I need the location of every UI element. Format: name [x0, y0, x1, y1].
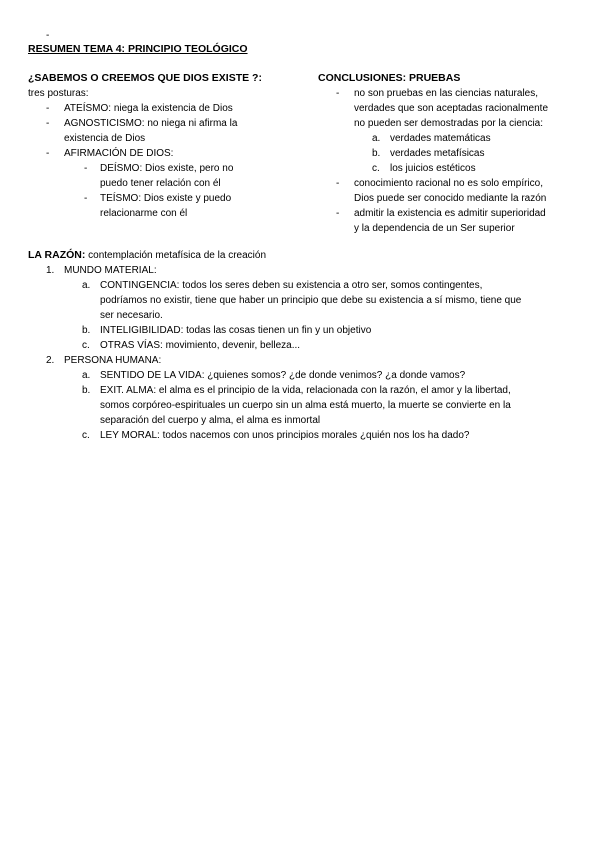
item-marker: c. [82, 430, 90, 441]
conclusion-2-line-2: Dios puede ser conocido mediante la razón [354, 193, 547, 204]
section-marker: 2. [46, 355, 55, 366]
razon-heading [28, 248, 266, 263]
item-marker: b. [82, 325, 91, 336]
list-item-agnosticismo: AGNOSTICISMO: no niega ni afirma la [64, 118, 238, 129]
bullet-dash: - [46, 118, 50, 129]
list-item-deismo-cont: puedo tener relación con él [100, 178, 221, 189]
bullet-dash: - [46, 148, 50, 159]
left-intro: tres posturas: [28, 88, 89, 99]
item-exit-alma-cont-2: separación del cuerpo y alma, el alma es inmortal [100, 415, 321, 426]
item-inteligibilidad: INTELIGIBILIDAD: todas las cosas tienen un fin y un objetivo [100, 325, 372, 336]
section-title-mundo-material: MUNDO MATERIAL: [64, 265, 157, 276]
item-marker: a. [82, 280, 91, 291]
bullet-dash: - [336, 178, 340, 189]
bullet-dash: - [336, 88, 340, 99]
conclusion-3-line-1: admitir la existencia es admitir superioridad [354, 208, 546, 219]
item-exit-alma-cont-1: somos corpóreo-espirituales un cuerpo sin un alma está muerto, la muerte se convierte en la [100, 400, 511, 411]
list-item-ateismo: ATEÍSMO: niega la existencia de Dios [64, 103, 233, 114]
sub-marker: b. [372, 148, 381, 159]
bullet-dash: - [46, 103, 50, 114]
bullet-dash: - [84, 193, 88, 204]
item-contingencia: CONTINGENCIA: todos los seres deben su existencia a otro ser, somos contingentes, [100, 280, 483, 291]
conclusion-1-line-3: no pueden ser demostradas por la ciencia: [354, 118, 544, 129]
sub-item-esteticos: los juicios estéticos [390, 163, 476, 174]
section-title-persona-humana: PERSONA HUMANA: [64, 355, 162, 366]
conclusion-1-line-1: no son pruebas en las ciencias naturales, [354, 88, 539, 99]
sub-item-matematicas: verdades matemáticas [390, 133, 491, 144]
list-item-deismo: DEÍSMO: Dios existe, pero no [100, 163, 234, 174]
item-marker: b. [82, 385, 91, 396]
item-marker: a. [82, 370, 91, 381]
razon-label: LA RAZÓN: [28, 249, 86, 261]
item-contingencia-cont-2: ser necesario. [100, 310, 163, 321]
bullet-dash: - [336, 208, 340, 219]
sub-marker: c. [372, 163, 380, 174]
list-item-teismo: TEÍSMO: Dios existe y puedo [100, 193, 232, 204]
list-item-afirmacion: AFIRMACIÓN DE DIOS: [64, 148, 174, 159]
right-heading: CONCLUSIONES: PRUEBAS [318, 72, 461, 84]
page-title: RESUMEN TEMA 4: PRINCIPIO TEOLÓGICO [28, 43, 248, 55]
conclusion-2-line-1: conocimiento racional no es solo empírico, [354, 178, 543, 189]
left-heading: ¿SABEMOS O CREEMOS QUE DIOS EXISTE ?: [28, 72, 262, 84]
sub-item-metafisicas: verdades metafísicas [390, 148, 485, 159]
section-marker: 1. [46, 265, 55, 276]
list-item-agnosticismo-cont: existencia de Dios [64, 133, 146, 144]
item-sentido-vida: SENTIDO DE LA VIDA: ¿quienes somos? ¿de donde venimos? ¿a donde vamos? [100, 370, 466, 381]
sub-marker: a. [372, 133, 381, 144]
bullet-dash: - [84, 163, 88, 174]
razon-text: contemplación metafísica de la creación [85, 250, 267, 261]
item-exit-alma: EXIT. ALMA: el alma es el principio de la vida, relacionada con la razón, el amor y la libertad, [100, 385, 511, 396]
conclusion-3-line-2: y la dependencia de un Ser superior [354, 223, 515, 234]
item-ley-moral: LEY MORAL: todos nacemos con unos principios morales ¿quién nos los ha dado? [100, 430, 470, 441]
item-marker: c. [82, 340, 90, 351]
item-contingencia-cont-1: podríamos no existir, tiene que haber un principio que debe su existencia a sí mismo, tiene que [100, 295, 522, 306]
list-item-teismo-cont: relacionarme con él [100, 208, 188, 219]
conclusion-1-line-2: verdades que son aceptadas racionalmente [354, 103, 549, 114]
item-otras-vias: OTRAS VÍAS: movimiento, devenir, belleza... [100, 340, 301, 351]
top-dash: - [46, 30, 50, 41]
